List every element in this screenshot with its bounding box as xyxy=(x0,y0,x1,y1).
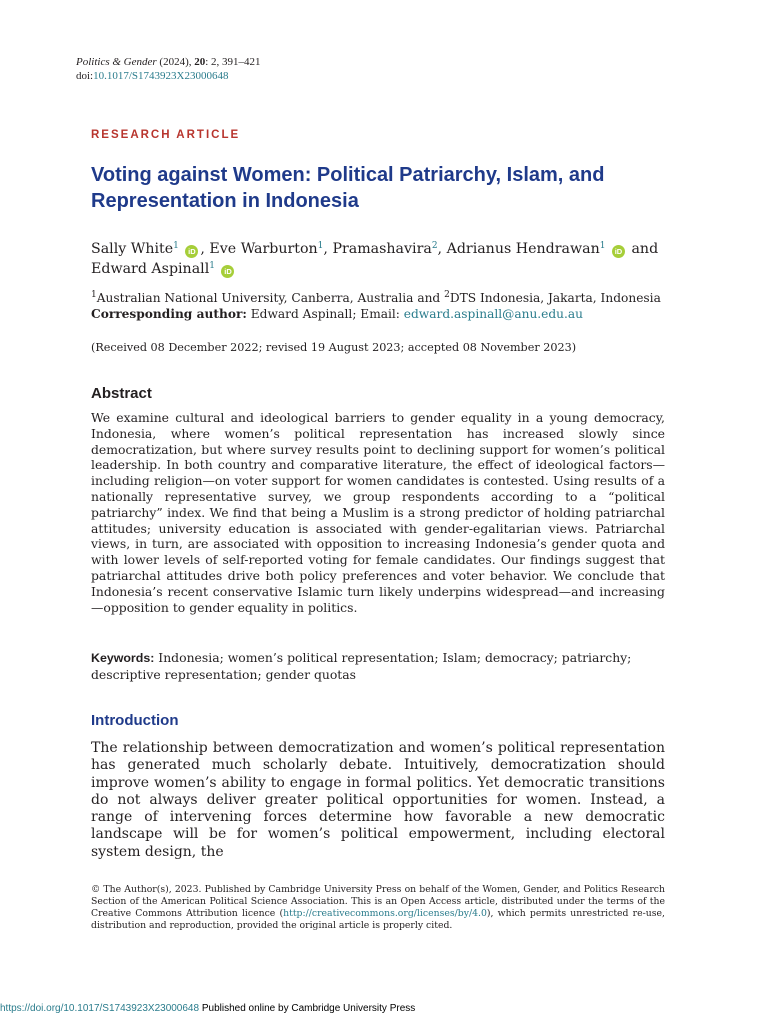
affil-sup: 1 xyxy=(91,290,97,300)
copyright-text-end: ), which permits unrestricted re-use, distribution and reproduction, provided the original article is properly cited. xyxy=(91,908,665,931)
keywords-label: Keywords: xyxy=(91,651,155,665)
keywords xyxy=(91,650,665,683)
orcid-icon[interactable]: iD xyxy=(185,245,198,258)
introduction-heading: Introduction xyxy=(91,712,179,729)
corresponding-author-line xyxy=(91,306,671,322)
author-name[interactable]: Edward Aspinall xyxy=(91,260,210,277)
journal-issue-pages: : 2, 391–421 xyxy=(205,56,261,68)
received-dates: (Received 08 December 2022; revised 19 August 2023; accepted 08 November 2023) xyxy=(91,341,577,354)
article-title: Voting against Women: Political Patriarchy, Islam, and Representation in Indonesia xyxy=(91,164,605,212)
journal-citation xyxy=(76,55,261,83)
corresponding-author-label: Corresponding author: xyxy=(91,307,247,321)
journal-year: (2024), xyxy=(159,56,192,68)
keywords-text: Indonesia; women’s political representation; Islam; democracy; patriarchy; descriptive representation; gender quotas xyxy=(91,650,632,682)
author-affil-sup: 1 xyxy=(173,241,179,251)
introduction-text: The relationship between democratization and women’s political representation has generated much scholarly debate. Intuitively, democratization should improve women’s ability to engage in formal politics. Yet democratic transitions do not always deliver greater political opportunities for women. Instead, a range of intervening forces determine how favorable a new democratic landscape will be for women’s political empowerment, including electoral system design, the xyxy=(91,740,665,860)
author-name[interactable]: Pramashavira xyxy=(332,241,432,257)
email-link[interactable]: edward.aspinall@anu.edu.au xyxy=(403,307,584,321)
orcid-icon[interactable]: iD xyxy=(221,265,234,278)
license-link[interactable]: http://creativecommons.org/licenses/by/4.0 xyxy=(283,908,487,919)
author-affil-sup: 1 xyxy=(599,241,606,251)
affil-text: Australian National University, Canberra, Australia and xyxy=(96,291,445,305)
doi-line xyxy=(76,69,261,83)
author-name[interactable]: Sally White xyxy=(91,241,174,257)
affiliation-line xyxy=(91,290,671,306)
author-list xyxy=(91,240,691,279)
affiliations xyxy=(91,290,671,322)
affil-text: DTS Indonesia, Jakarta, Indonesia xyxy=(449,291,661,305)
footer-doi-link[interactable]: https://doi.org/10.1017/S1743923X23000648 xyxy=(0,1003,200,1014)
author-separator: , xyxy=(323,241,333,257)
author-affil-sup: 2 xyxy=(431,241,438,251)
author-name[interactable]: Eve Warburton xyxy=(209,241,318,257)
author-name[interactable]: Adrianus Hendrawan xyxy=(446,241,600,257)
article-type: RESEARCH ARTICLE xyxy=(91,129,241,141)
abstract-text: We examine cultural and ideological barriers to gender equality in a young democracy, Indonesia, where women’s political representation has increased slowly since democratization, but where survey results point to declining support for women’s political leadership. In both country and comparative literature, the effect of ideological factors—including religion—on voter support for women candidates is contested. Using results of a nationally representative survey, we group respondents according to a “political patriarchy” index. We find that being a Muslim is a strong predictor of holding patriarchal attitudes; university education is associated with gender-egalitarian views. Patriarchal views, in turn, are associated with opposition to increasing Indonesia’s gender quota and with lower levels of self-reported voting for female candidates. Our findings suggest that patriarchal attitudes drive both policy preferences and voter behavior. We conclude that Indonesia’s recent conservative Islamic turn likely underpins widespread—and increasing—opposition to gender equality in politics. xyxy=(91,410,665,615)
orcid-icon[interactable]: iD xyxy=(612,245,625,258)
page-footer xyxy=(0,1003,415,1015)
author-affil-sup: 1 xyxy=(317,241,324,251)
footer-published: Published online by Cambridge University Press xyxy=(199,1003,416,1014)
doi-link[interactable]: 10.1017/S1743923X23000648 xyxy=(93,70,229,82)
corresponding-author-text: Edward Aspinall; Email: xyxy=(246,307,404,321)
copyright-notice xyxy=(91,884,665,932)
author-affil-sup: 1 xyxy=(209,260,215,271)
abstract-heading: Abstract xyxy=(91,385,152,402)
journal-name: Politics & Gender xyxy=(76,56,157,68)
doi-label: doi: xyxy=(76,70,94,82)
journal-volume: 20 xyxy=(194,56,206,68)
affil-sup: 2 xyxy=(444,290,450,300)
author-and: and xyxy=(626,241,659,257)
copyright-text: © The Author(s), 2023. Published by Cambridge University Press on behalf of the Women, Gender, and Politics Research Section of the American Political Science Association. This is an Open Access article, distributed under the terms of the Creative Commons Attribution licence ( xyxy=(91,884,665,919)
author-separator: , xyxy=(200,241,210,257)
journal-line xyxy=(76,55,261,69)
author-separator: , xyxy=(437,241,447,257)
